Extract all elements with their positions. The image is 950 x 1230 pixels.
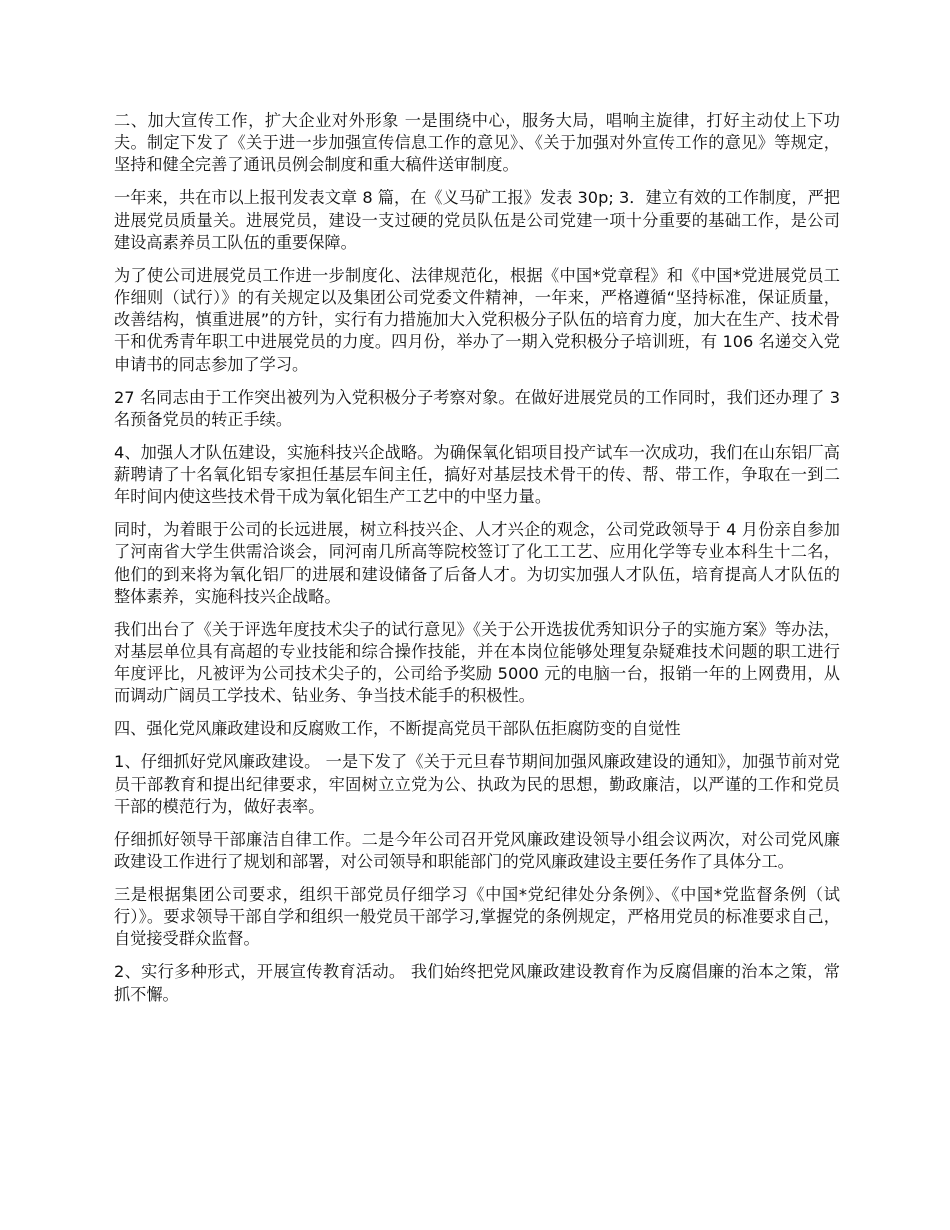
paragraph-5: 4、加强人才队伍建设，实施科技兴企战略。为确保氧化铝项目投产试车一次成功，我们在山东铝厂高薪聘请了十名氧化铝专家担任基层车间主任，搞好对基层技术骨干的传、帮、带工作，争取在一到二年时间内使这些技术骨干成为氧化铝生产工艺中的中坚力量。 — [114, 442, 840, 507]
paragraph-10: 仔细抓好领导干部廉洁自律工作。二是今年公司召开党风廉政建设领导小组会议两次，对公司党风廉政建设工作进行了规划和部署，对公司领导和职能部门的党风廉政建设主要任务作了具体分工。 — [114, 829, 840, 872]
paragraph-2: 一年来，共在市以上报刊发表文章 8 篇，在《义马矿工报》发表 30p; 3．建立有效的工作制度，严把进展党员质量关。进展党员，建设一支过硬的党员队伍是公司党建一项十分重要的基础工作，是公司建设高素养员工队伍的重要保障。 — [114, 188, 840, 252]
paragraph-4: 27 名同志由于工作突出被列为入党积极分子考察对象。在做好进展党员的工作同时，我们还办理了 3 名预备党员的转正手续。 — [114, 387, 840, 429]
paragraph-6: 同时，为着眼于公司的长远进展，树立科技兴企、人才兴企的观念，公司党政领导于 4 月份亲自参加了河南省大学生供需洽谈会，同河南几所高等院校签订了化工工艺、应用化学等专业本科生十二名，他们的到来将为氧化铝厂的进展和建设储备了后备人才。为切实加强人才队伍，培育提高人才队伍的整体素养，实施科技兴企战略。 — [114, 520, 840, 606]
paragraph-11: 三是根据集团公司要求，组织干部党员仔细学习《中国*党纪律处分条例》、《中国*党监督条例（试行）》。要求领导干部自学和组织一般党员干部学习,掌握党的条例规定，严格用党员的标准要求自己，自觉接受群众监督。 — [114, 885, 840, 949]
paragraph-7: 我们出台了《关于评选年度技术尖子的试行意见》《关于公开选拔优秀知识分子的实施方案》等办法，对基层单位具有高超的专业技能和综合操作技能，并在本岗位能够处理复杂疑难技术问题的职工进行年度评比，凡被评为公司技术尖子的，公司给予奖励 5000 元的电脑一台，报销一年的上网费用，从而调动广阔员工学技术、钻业务、争当技术能手的积极性。 — [114, 619, 840, 706]
section-heading: 四、强化党风廉政建设和反腐败工作，不断提高党员干部队伍拒腐防变的自觉性 — [114, 719, 681, 739]
document-page — [114, 110, 840, 1017]
paragraph-9: 1、仔细抓好党风廉政建设。 一是下发了《关于元旦春节期间加强风廉政建设的通知》，加强节前对党员干部教育和提出纪律要求，牢固树立立党为公、执政为民的思想，勤政廉洁，以严谨的工作和党员干部的模范行为，做好表率。 — [114, 752, 840, 816]
paragraph-12: 2、实行多种形式，开展宣传教育活动。 我们始终把党风廉政建设教育作为反腐倡廉的治本之策，常抓不懈。 — [114, 962, 840, 1004]
paragraph-3: 为了使公司进展党员工作进一步制度化、法律规范化，根据《中国*党章程》和《中国*党进展党员工作细则（试行）》的有关规定以及集团公司党委文件精神，一年来，严格遵循“坚持标准，保证质量，改善结构，慎重进展”的方针，实行有力措施加大入党积极分子队伍的培育力度，加大在生产、技术骨干和优秀青年职工中进展党员的力度。四月份，举办了一期入党积极分子培训班，有 106 名递交入党申请书的同志参加了学习。 — [114, 265, 840, 374]
paragraph-1: 二、加大宣传工作，扩大企业对外形象 一是围绕中心，服务大局，唱响主旋律，打好主动仗上下功夫。制定下发了《关于进一步加强宣传信息工作的意见》、《关于加强对外宣传工作的意见》等规定，坚持和健全完善了通讯员例会制度和重大稿件送审制度。 — [114, 111, 840, 175]
